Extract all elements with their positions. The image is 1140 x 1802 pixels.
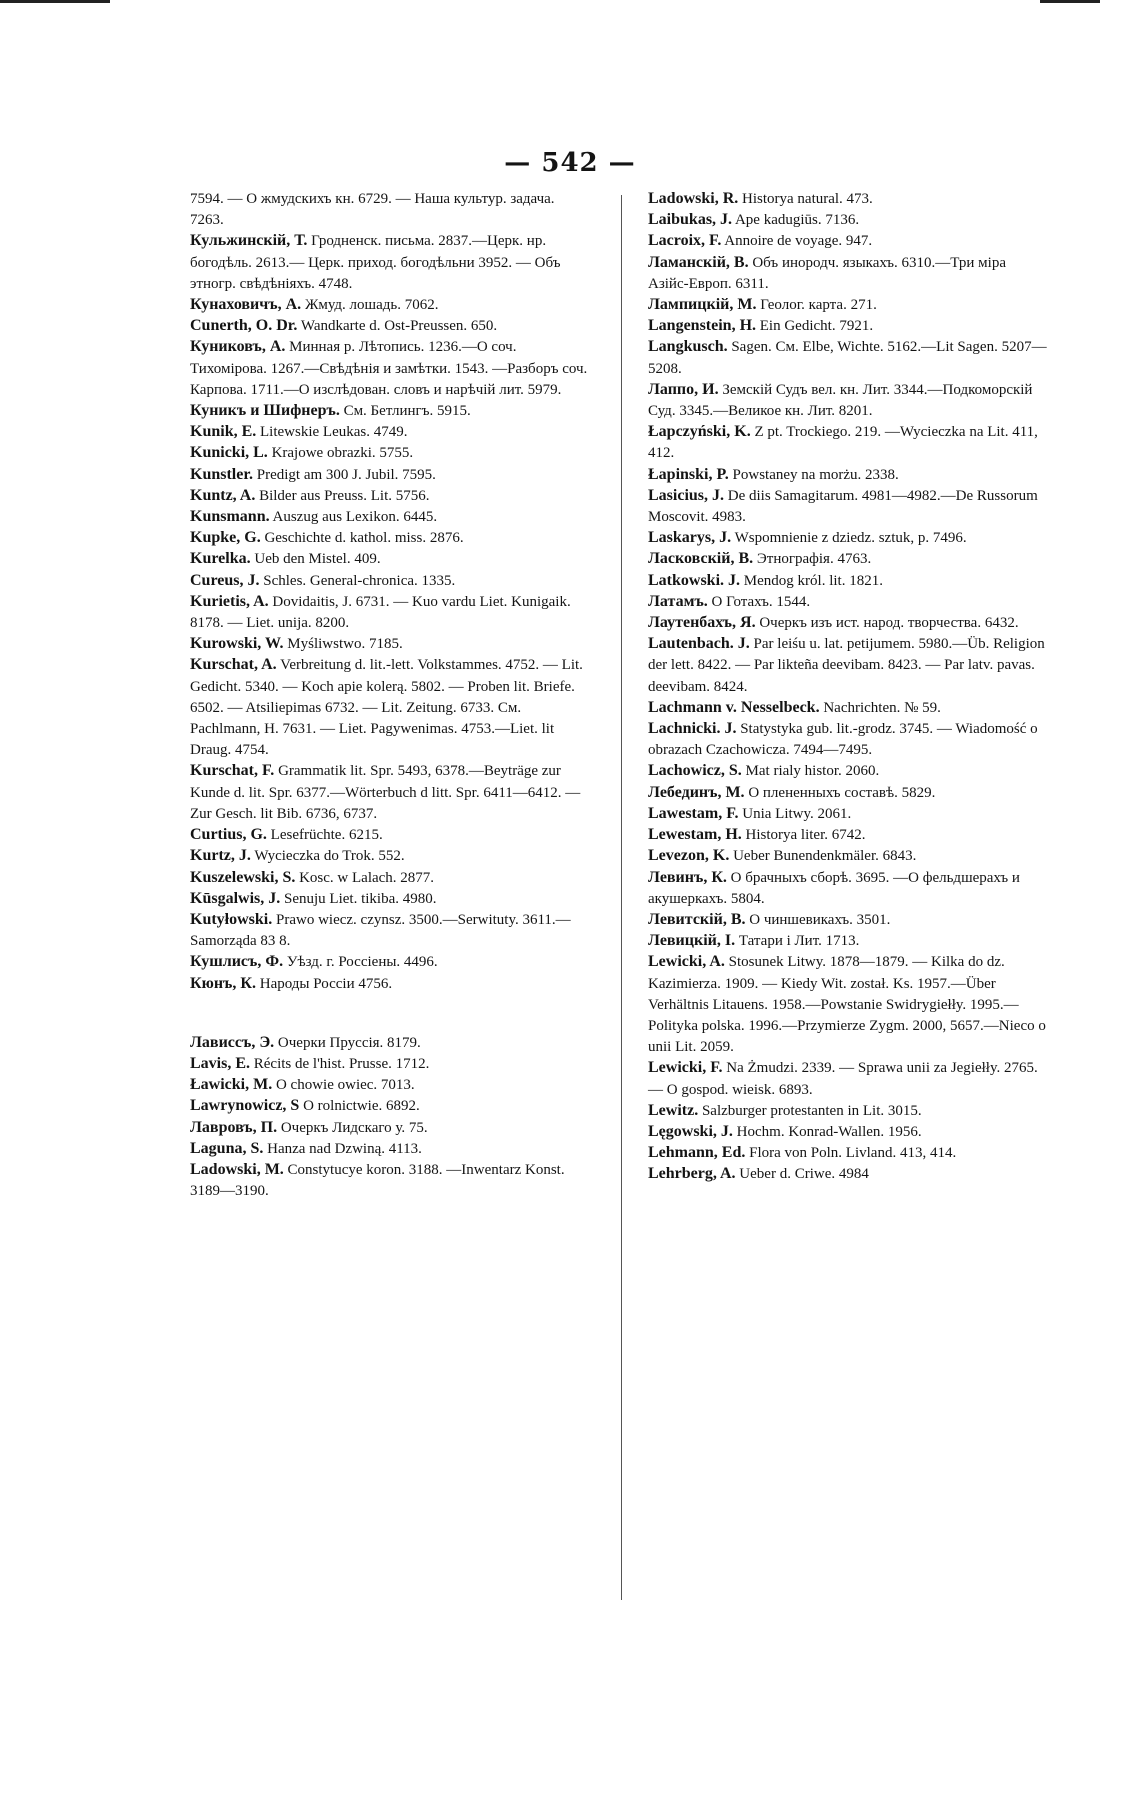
- entry-references: Litewskie Leukas. 4749.: [256, 424, 408, 441]
- scan-edge-mark-right: [1040, 0, 1100, 3]
- entry-references: Жмуд. лошадь. 7062.: [301, 297, 439, 314]
- entry-author: Lewicki, A.: [648, 953, 725, 971]
- entry-references: Ueb den Mistel. 409.: [250, 551, 381, 568]
- section-gap: [190, 994, 592, 1032]
- entry-author: Cunerth, O. Dr.: [190, 317, 298, 335]
- entry-references: Stosunek Litwy. 1878—1879. — Kilka do dz. Kazimierza. 1909. — Kiedy Wit. został. Ks. 1957.—Über Verhältnis Litauens. 1958.—Powstanie Swidrygiełły. 1995.—Polityka polska. 1996.—Przymierze Zygm. 2000, 5657.—Nieco o unii Lit. 2059.: [648, 954, 1046, 1056]
- entry-author: Curtius, G.: [190, 826, 267, 844]
- entry-references: О Готахъ. 1544.: [707, 593, 811, 610]
- entry-references: Минная р. Лѣтопись. 1236.—О соч. Тихомірова. 1267.—Свѣдѣнія и замѣтки. 1543. —Разборъ соч. Карпова. 1711.—О изслѣдован. словъ и нарѣчій лит. 5979.: [190, 339, 588, 398]
- index-entry: [648, 1121, 1050, 1142]
- entry-author: Кюнъ, К.: [190, 974, 256, 992]
- entry-references: Krajowe obrazki. 5755.: [267, 445, 414, 462]
- index-entry: [190, 845, 592, 866]
- entry-references: Flora von Poln. Livland. 413, 414.: [745, 1145, 957, 1162]
- entry-references: Statystyka gub. lit.-grodz. 3745. — Wiadomość o obrazach Czachowicza. 7494—7495.: [648, 721, 1038, 759]
- entry-references: Wandkarte d. Ost-Preussen. 650.: [297, 318, 498, 335]
- entry-references: О чиншевикахъ. 3501.: [745, 911, 891, 928]
- entry-references: Prawo wiecz. czynsz. 3500.—Serwituty. 3611.—Samorząda 83 8.: [190, 911, 571, 950]
- column-divider: [621, 195, 622, 1600]
- right-column: [648, 188, 1050, 1185]
- left-column-entries-b: [190, 1032, 592, 1202]
- index-entry: [190, 442, 592, 463]
- entry-references: Земскій Судъ вел. кн. Лит. 3344.—Подкоморскій Суд. 3345.—Великое кн. Лит. 8201.: [648, 381, 1033, 420]
- entry-author: Левицкій, І.: [648, 932, 736, 950]
- index-entry: [648, 803, 1050, 824]
- entry-author: Lewitz.: [648, 1101, 699, 1119]
- entry-references: Récits de l'hist. Prusse. 1712.: [250, 1055, 430, 1072]
- entry-author: Lasicius, J.: [648, 486, 725, 504]
- entry-author: Ласковскій, В.: [648, 550, 754, 568]
- entry-author: Langenstein, H.: [648, 317, 757, 335]
- entry-references: Этнографія. 4763.: [753, 551, 872, 568]
- index-entry: [648, 760, 1050, 781]
- index-entry: [648, 1057, 1050, 1099]
- index-entry: [190, 1074, 592, 1095]
- index-entry: [190, 400, 592, 421]
- index-entry: [648, 612, 1050, 633]
- index-entry: [648, 591, 1050, 612]
- entry-references: Mendog król. lit. 1821.: [740, 572, 883, 589]
- entry-references: Bilder aus Preuss. Lit. 5756.: [255, 487, 430, 504]
- index-entry: [648, 548, 1050, 569]
- entry-references: Уѣзд. г. Россіены. 4496.: [283, 954, 438, 971]
- index-entry: [648, 315, 1050, 336]
- index-entry: [190, 548, 592, 569]
- entry-author: Lehrberg, A.: [648, 1165, 736, 1183]
- entry-author: Lachnicki. J.: [648, 720, 737, 738]
- entry-author: Лебединъ, М.: [648, 783, 745, 801]
- index-entry: [190, 867, 592, 888]
- index-entry: [190, 951, 592, 972]
- entry-references: Unia Litwy. 2061.: [738, 805, 852, 822]
- index-entry: [648, 464, 1050, 485]
- entry-references: Очеркъ Лидскаго у. 75.: [277, 1119, 428, 1136]
- entry-references: Na Żmudzi. 2339. — Sprawa unii za Jegiełły. 2765. — O gospod. wieisk. 6893.: [648, 1060, 1038, 1098]
- index-entry: [648, 336, 1050, 378]
- entry-references: Myśliwstwo. 7185.: [283, 636, 403, 653]
- entry-references: Ein Gedicht. 7921.: [756, 318, 874, 335]
- entry-references: Historya liter. 6742.: [741, 827, 866, 844]
- entry-author: Kurtz, J.: [190, 847, 251, 865]
- index-entry: [648, 909, 1050, 930]
- index-entry: [648, 485, 1050, 527]
- index-entry: [190, 485, 592, 506]
- index-entry: [190, 188, 592, 230]
- entry-author: Lehmann, Ed.: [648, 1144, 746, 1162]
- entry-references: Z pt. Trockiego. 219. —Wycieczka na Lit. 411, 412.: [648, 424, 1038, 462]
- entry-references: Nachrichten. № 59.: [819, 699, 941, 716]
- entry-author: Cureus, J.: [190, 571, 260, 589]
- index-entry: [190, 315, 592, 336]
- entry-author: Ladowski, M.: [190, 1160, 284, 1178]
- index-entry: [648, 230, 1050, 251]
- entry-references: Salzburger protestanten in Lit. 3015.: [698, 1102, 922, 1119]
- entry-references: Татари і Лит. 1713.: [735, 933, 860, 950]
- index-entry: [648, 633, 1050, 697]
- entry-author: Langkusch.: [648, 338, 728, 356]
- entry-author: Кушлисъ, Ф.: [190, 953, 284, 971]
- entry-references: Dovidaitis, J. 6731. — Kuo vardu Liet. Kunigaik. 8178. — Liet. unija. 8200.: [190, 593, 571, 632]
- entry-references: Predigt am 300 J. Jubil. 7595.: [252, 466, 436, 483]
- index-entry: [190, 230, 592, 294]
- entry-author: Lęgowski, J.: [648, 1122, 733, 1140]
- entry-references: Kosc. w Lalach. 2877.: [295, 869, 435, 886]
- entry-author: Лависсъ, Э.: [190, 1033, 275, 1051]
- index-entry: [648, 188, 1050, 209]
- entry-author: Лампицкій, М.: [648, 296, 757, 314]
- index-entry: [190, 464, 592, 485]
- entry-author: Lavis, E.: [190, 1054, 251, 1072]
- index-entry: [190, 591, 592, 633]
- entry-author: Kupke, G.: [190, 529, 261, 547]
- entry-author: Кульжинскій, Т.: [190, 232, 308, 250]
- entry-author: Кунаховичъ, А.: [190, 296, 302, 314]
- entry-references: Wycieczka do Trok. 552.: [250, 848, 405, 865]
- index-entry: [190, 973, 592, 994]
- entry-author: Латамъ.: [648, 592, 708, 610]
- index-entry: [190, 888, 592, 909]
- entry-references: Очеркъ изъ ист. народ. творчества. 6432.: [755, 615, 1019, 632]
- index-entry: [190, 654, 592, 760]
- entry-references: Annoire de voyage. 947.: [721, 233, 873, 250]
- right-column-entries: [648, 188, 1050, 1185]
- entry-author: Laskarys, J.: [648, 529, 732, 547]
- index-entry: [648, 1100, 1050, 1121]
- entry-references: Hanza nad Dzwiną. 4113.: [263, 1140, 422, 1157]
- index-entry: [190, 421, 592, 442]
- entry-references: Гродненск. письма. 2837.—Церк. нр. богодѣль. 2613.— Церк. приход. богодѣльни 3952. — Объ этногр. свѣдѣніяхъ. 4748.: [190, 233, 561, 292]
- entry-author: Kunik, E.: [190, 423, 257, 441]
- entry-author: Kunicki, L.: [190, 444, 268, 462]
- entry-author: Левитскій, В.: [648, 910, 746, 928]
- entry-references: Hochm. Konrad-Wallen. 1956.: [732, 1123, 922, 1140]
- entry-references: Геолог. карта. 271.: [756, 297, 877, 314]
- entry-author: Lautenbach. J.: [648, 635, 750, 653]
- entry-author: Łapinski, P.: [648, 465, 729, 483]
- left-column: [190, 188, 592, 1201]
- entry-author: Kuntz, A.: [190, 486, 256, 504]
- entry-references: См. Бетлингъ. 5915.: [339, 403, 471, 420]
- index-entry: [648, 824, 1050, 845]
- index-entry: [190, 760, 592, 824]
- entry-author: Lachowicz, S.: [648, 762, 742, 780]
- entry-author: Куникъ и Шифнеръ.: [190, 402, 340, 420]
- entry-author: Ламанскій, В.: [648, 253, 749, 271]
- entry-author: Lewicki, F.: [648, 1059, 723, 1077]
- entry-references: Wspomnienie z dziedz. sztuk, p. 7496.: [731, 530, 967, 547]
- entry-author: Laibukas, J.: [648, 211, 733, 229]
- entry-references: Historya natural. 473.: [738, 191, 873, 207]
- entry-references: O chowie owiec. 7013.: [272, 1077, 415, 1094]
- entry-references: Schles. General-chronica. 1335.: [259, 572, 456, 589]
- index-entry: [190, 1095, 592, 1116]
- entry-author: Lewestam, H.: [648, 826, 742, 844]
- index-entry: [648, 209, 1050, 230]
- entry-references: О брачныхъ сборѣ. 3695. —О фельдшерахъ и акушеркахъ. 5804.: [648, 869, 1020, 907]
- entry-author: Lachmann v. Nesselbeck.: [648, 698, 820, 716]
- index-entry: [190, 1053, 592, 1074]
- entry-references: Mat rialy histor. 2060.: [741, 763, 880, 780]
- entry-author: Куниковъ, А.: [190, 338, 286, 356]
- entry-author: Ławicki, M.: [190, 1076, 273, 1094]
- index-entry: [190, 633, 592, 654]
- entry-author: Łapczyński, K.: [648, 423, 751, 441]
- index-entry: [190, 1159, 592, 1201]
- entry-references: O rolnictwie. 6892.: [299, 1098, 420, 1115]
- index-entry: [648, 930, 1050, 951]
- entry-author: Лавровъ, П.: [190, 1118, 278, 1136]
- index-entry: [190, 1032, 592, 1053]
- entry-author: Kunstler.: [190, 465, 253, 483]
- scan-edge-mark-left: [0, 0, 110, 3]
- index-entry: [648, 1142, 1050, 1163]
- index-entry: [648, 379, 1050, 421]
- entry-references: Constytucye koron. 3188. —Inwentarz Konst. 3189—3190.: [190, 1161, 565, 1200]
- entry-references: Senuju Liet. tikiba. 4980.: [280, 890, 437, 907]
- left-column-entries-a: [190, 188, 592, 994]
- entry-author: Lawrynowicz, S: [190, 1097, 300, 1115]
- entry-author: Kuszelewski, S.: [190, 868, 296, 886]
- entry-references: Verbreitung d. lit.-lett. Volkstammes. 4752. — Lit. Gedicht. 5340. — Koch apie kolerą. 5802. — Proben lit. Briefe. 6502. — Atsiliepimas 6732. — Lit. Zeitung. 6733. См. Pachlmann, H. 7631. — Liet. Pagywenimas. 4753.—Liet. lit Draug. 4754.: [190, 657, 583, 759]
- entry-author: Kurschat, A.: [190, 656, 277, 674]
- index-entry: [190, 1138, 592, 1159]
- entry-author: Левинъ, К.: [648, 868, 727, 886]
- entry-author: Kurelka.: [190, 550, 251, 568]
- entry-references: Очерки Пруссія. 8179.: [274, 1034, 421, 1051]
- entry-author: Kunsmann.: [190, 508, 270, 526]
- index-entry: [190, 506, 592, 527]
- index-entry: [648, 294, 1050, 315]
- index-entry: [190, 570, 592, 591]
- entry-author: Ladowski, R.: [648, 190, 739, 207]
- entry-author: Kūsgalwis, J.: [190, 889, 281, 907]
- entry-author: Levezon, K.: [648, 847, 730, 865]
- entry-author: Лаутенбахъ, Я.: [648, 614, 756, 632]
- entry-author: Lacroix, F.: [648, 232, 722, 250]
- entry-references: 7594. — О жмудскихъ кн. 6729. — Наша культур. задача. 7263.: [190, 191, 555, 229]
- entry-author: Kurschat, F.: [190, 762, 275, 780]
- index-entry: [648, 697, 1050, 718]
- entry-references: De diis Samagitarum. 4981—4982.—De Russorum Moscovit. 4983.: [648, 487, 1038, 526]
- entry-references: Ueber Bunendenkmäler. 6843.: [729, 848, 917, 865]
- entry-references: Народы Россіи 4756.: [255, 975, 393, 992]
- index-entry: [648, 527, 1050, 548]
- index-entry: [190, 1117, 592, 1138]
- index-entry: [190, 527, 592, 548]
- entry-references: Powstaney na morżu. 2338.: [728, 466, 899, 483]
- index-entry: [190, 824, 592, 845]
- entry-references: Lesefrüchte. 6215.: [266, 827, 383, 844]
- entry-author: Kutyłowski.: [190, 910, 273, 928]
- entry-author: Lawestam, F.: [648, 804, 739, 822]
- entry-author: Kurietis, A.: [190, 592, 269, 610]
- index-entry: [648, 867, 1050, 909]
- index-entry: [648, 845, 1050, 866]
- entry-references: Объ инородч. языкахъ. 6310.—Три міра Азійс-Европ. 6311.: [648, 254, 1006, 292]
- index-entry: [648, 782, 1050, 803]
- index-entry: [648, 252, 1050, 294]
- page-number: — 542 —: [504, 148, 636, 178]
- entry-author: Laguna, S.: [190, 1139, 264, 1157]
- entry-references: Sagen. См. Elbe, Wichte. 5162.—Lit Sagen. 5207—5208.: [648, 339, 1047, 377]
- entry-references: Auszug aus Lexikon. 6445.: [269, 509, 438, 526]
- entry-references: Ueber d. Criwe. 4984: [735, 1166, 869, 1183]
- index-entry: [190, 336, 592, 400]
- entry-references: О плененныхъ составѣ. 5829.: [744, 784, 936, 801]
- entry-references: Par leiśu u. lat. petijumem. 5980.—Üb. Religion der lett. 8422. — Par likteña deevibam. 8423. — Par latv. pavas. deevibam. 8424.: [648, 636, 1045, 695]
- index-entry: [190, 294, 592, 315]
- entry-author: Лаппо, И.: [648, 380, 719, 398]
- index-entry: [648, 718, 1050, 760]
- entry-references: Grammatik lit. Spr. 5493, 6378.—Beyträge zur Kunde d. lit. Spr. 6377.—Wörterbuch d litt. Spr. 6411—6412. —Zur Gesch. lit Bib. 6736, 6737.: [190, 763, 581, 822]
- entry-references: Geschichte d. kathol. miss. 2876.: [260, 530, 464, 547]
- entry-references: Ape kadugiūs. 7136.: [732, 212, 860, 229]
- entry-author: Kurowski, W.: [190, 635, 284, 653]
- entry-author: Latkowski. J.: [648, 571, 741, 589]
- index-entry: [190, 909, 592, 951]
- index-entry: [648, 570, 1050, 591]
- index-entry: [648, 421, 1050, 463]
- index-entry: [648, 951, 1050, 1057]
- index-entry: [648, 1163, 1050, 1184]
